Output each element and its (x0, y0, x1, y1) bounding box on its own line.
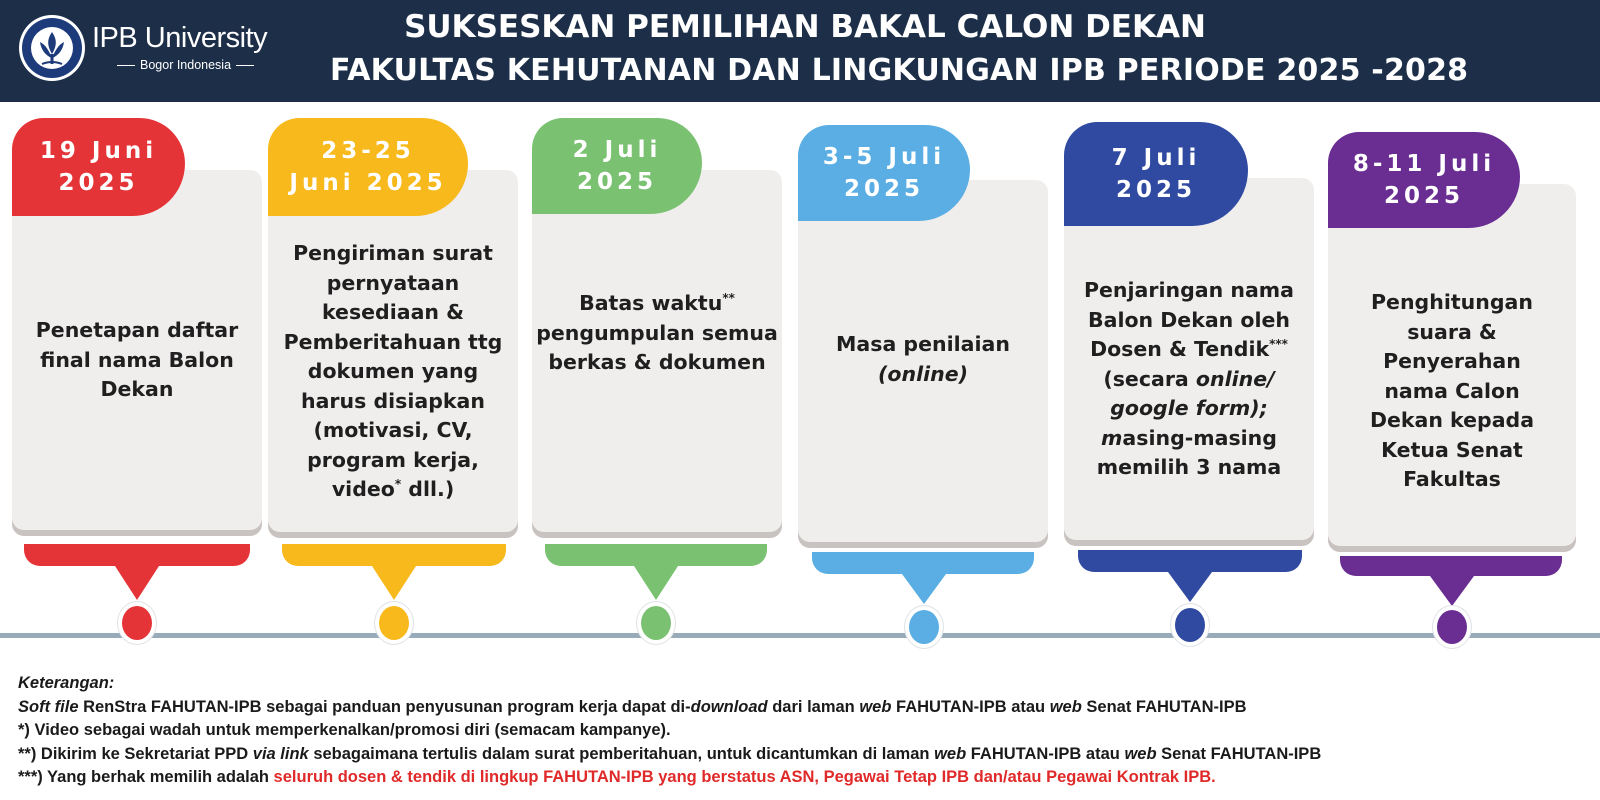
note-line-2: *) Video sebagai wadah untuk memperkenalkan/promosi diri (semacam kampanye). (18, 721, 671, 739)
university-name: IPB University (92, 22, 268, 54)
step-pin (372, 566, 416, 600)
step-pin (634, 566, 678, 600)
step-footer-bar (545, 544, 767, 566)
step-footer-bar (1340, 556, 1562, 576)
step-footer-bar (24, 544, 250, 566)
step-date-badge: 2 Juli 2025 (532, 118, 702, 214)
header-banner (0, 0, 1600, 102)
step-date-badge: 19 Juni 2025 (12, 118, 185, 216)
step-description: Batas waktu** pengumpulan semua berkas & dokumen (536, 291, 778, 374)
timeline-dot (1433, 606, 1471, 648)
note-line-3: **) Dikirim ke Sekretariat PPD via link sebagaimana tertulis dalam surat pemberitahuan, untuk dicantumkan di laman web FAHUTAN-IPB atau web Senat FAHUTAN-IPB (18, 744, 1322, 763)
step-pin (1430, 576, 1474, 606)
timeline-dot (118, 602, 156, 644)
step-pin (1168, 572, 1212, 602)
step-pin (902, 574, 946, 604)
page-title-line1: SUKSESKAN PEMILIHAN BAKAL CALON DEKAN (404, 9, 1206, 45)
university-location: Bogor Indonesia (112, 58, 259, 72)
timeline-dot (1171, 604, 1209, 646)
step-description: Masa penilaian (online) (836, 332, 1010, 386)
step-description: Pengiriman surat pernyataan kesediaan & Pemberitahuan ttg dokumen yang harus disiapkan (motivasi, CV, program kerja, video* dll.) (283, 241, 503, 501)
notes-section (18, 672, 1588, 790)
note-line-1: Soft file RenStra FAHUTAN-IPB sebagai panduan penyusunan program kerja dapat di-download dari laman web FAHUTAN-IPB atau web Senat FAHUTAN-IPB (18, 697, 1247, 716)
note-line-4: ***) Yang berhak memilih adalah seluruh dosen & tendik di lingkup FAHUTAN-IPB yang berstatus ASN, Pegawai Tetap IPB dan/atau Pegawai Kontrak IPB. (18, 768, 1216, 786)
notes-heading: Keterangan: (18, 674, 115, 692)
step-pin (115, 566, 159, 600)
step-description: Penghitungan suara & Penyerahan nama Calon Dekan kepada Ketua Senat Fakultas (1369, 290, 1535, 491)
timeline-line (0, 633, 1600, 638)
step-date-badge: 8-11 Juli 2025 (1328, 132, 1520, 228)
timeline-dot (905, 606, 943, 648)
timeline-dot (375, 602, 413, 644)
step-footer-bar (282, 544, 506, 566)
step-date-badge: 23-25 Juni 2025 (268, 118, 468, 216)
page-title-line2: FAKULTAS KEHUTANAN DAN LINGKUNGAN IPB PERIODE 2025 -2028 (330, 53, 1469, 88)
ipb-seal-logo (18, 14, 86, 82)
step-description: Penetapan daftar final nama Balon Dekan (35, 318, 239, 401)
step-footer-bar (812, 552, 1034, 574)
step-date-badge: 3-5 Juli 2025 (798, 125, 970, 221)
step-footer-bar (1078, 550, 1302, 572)
timeline-dot (637, 602, 675, 644)
step-date-badge: 7 Juli 2025 (1064, 122, 1248, 226)
step-description: Penjaringan nama Balon Dekan oleh Dosen & Tendik*** (secara online/ google form); masing-masing memilih 3 nama (1084, 278, 1294, 479)
